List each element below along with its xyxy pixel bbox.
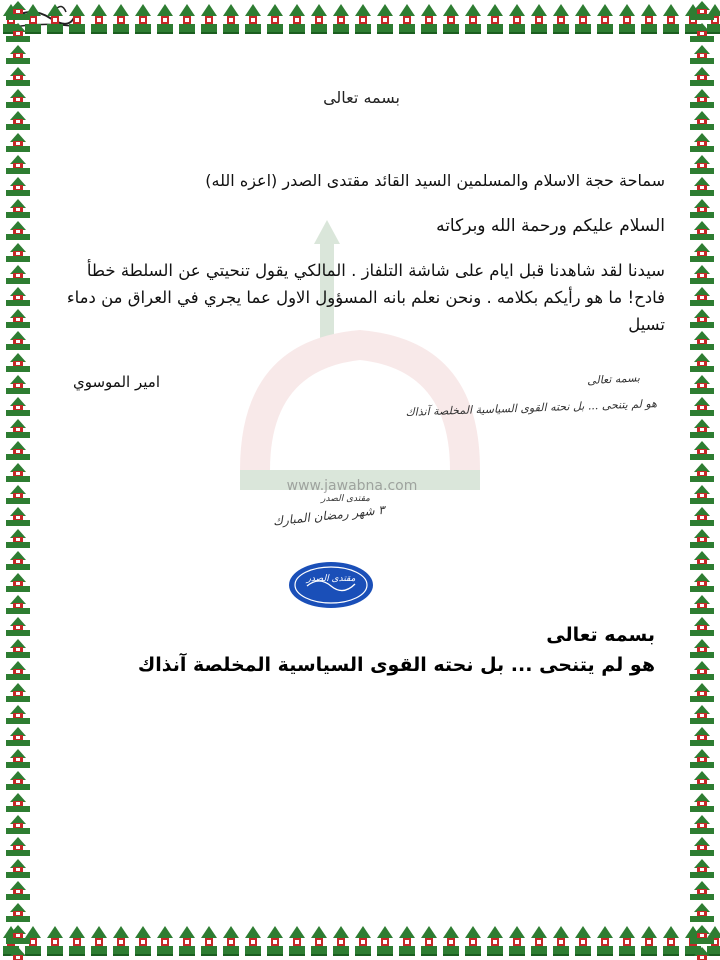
letter-body: سيدنا لقد شاهدنا قبل ايام على شاشة التلفاز . المالكي يقول تنحيتي عن السلطة خطأ فادح! ما هو رأيكم بكلامه . ونحن نعلم بانه المسؤول الاول عما يجري في العراق من دماء تسيل (66, 261, 665, 334)
letter-greeting: السلام عليكم ورحمة الله وبركاته (436, 216, 665, 236)
handwritten-basmala: بسمه تعالى (586, 371, 641, 388)
letter-addressee: سماحة حجة الاسلام والمسلمين السيد القائد مقتدى الصدر (اعزه الله) (205, 171, 665, 190)
letter-basmala: بسمه تعالى (323, 88, 400, 107)
decorative-border-top (0, 0, 720, 38)
watermark-url: www.jawabna.com (286, 478, 418, 494)
handwritten-date: ٣ شهر رمضان المبارك (272, 502, 386, 529)
handwritten-signature: مقتدى الصدر (321, 494, 370, 504)
letter-sender: امير الموسوي (73, 373, 160, 391)
seal-text: مقتدى الصدر (306, 574, 356, 584)
typed-basmala: بسمه تعالى (546, 624, 655, 646)
typed-reply: هو لم يتنحى ... بل نحته القوى السياسية المخلصة آنذاك (137, 654, 655, 676)
decorative-border-bottom (0, 922, 720, 960)
decorative-border-right (684, 0, 720, 960)
official-seal-icon (287, 560, 375, 610)
handwritten-reply: هو لم يتنحى ... بل نحته القوى السياسية المخلصة آنذاك (405, 397, 658, 419)
decorative-border-left (0, 0, 36, 960)
